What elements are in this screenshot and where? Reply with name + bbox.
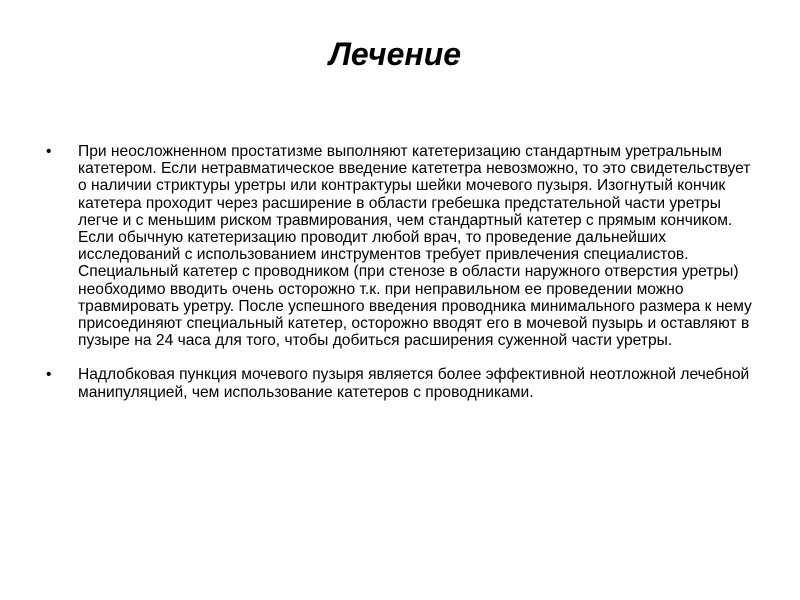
bullet-list (46, 143, 758, 418)
bullet-item-catheterization (46, 143, 758, 349)
bullet-text: Надлобковая пункция мочевого пузыря является более эффективной неотложной лечебной манипуляцией, чем использование катетеров с проводниками. (78, 366, 750, 401)
bullet-item-suprapubic-puncture (46, 366, 758, 400)
bullet-text: При неосложненном простатизме выполняют катетеризацию стандартным уретральным катетером. Если нетравматическое введение катететра невозможно, то это свидетельствует о наличии стриктуры уретры или контрактуры шейки мочевого пузыря. Изогнутый кончик катетера проходит через расширение в области гребешка предстательной части уретры легче и с меньшим риском травмирования, чем стандартный катетер с прямым кончиком. Если обычную катетеризацию проводит любой врач, то проведение дальнейших исследований с использованием инструментов требует привлечения специалистов. Специальный катетер с проводником (при стенозе в области наружного отверстия уретры) необходимо вводить очень осторожно т.к. при неправильном ее проведении можно травмировать уретру. После успешного введения проводника минимального размера к нему присоединяют специальный катетер, осторожно вводят его в мочевой пузырь и оставляют в пузыре на 24 часа для того, чтобы добиться расширения суженной части уретры. (78, 143, 752, 350)
bullet-dot-icon: • (46, 143, 52, 160)
bullet-dot-icon: • (46, 366, 52, 384)
slide-title: Лечение (328, 36, 462, 72)
